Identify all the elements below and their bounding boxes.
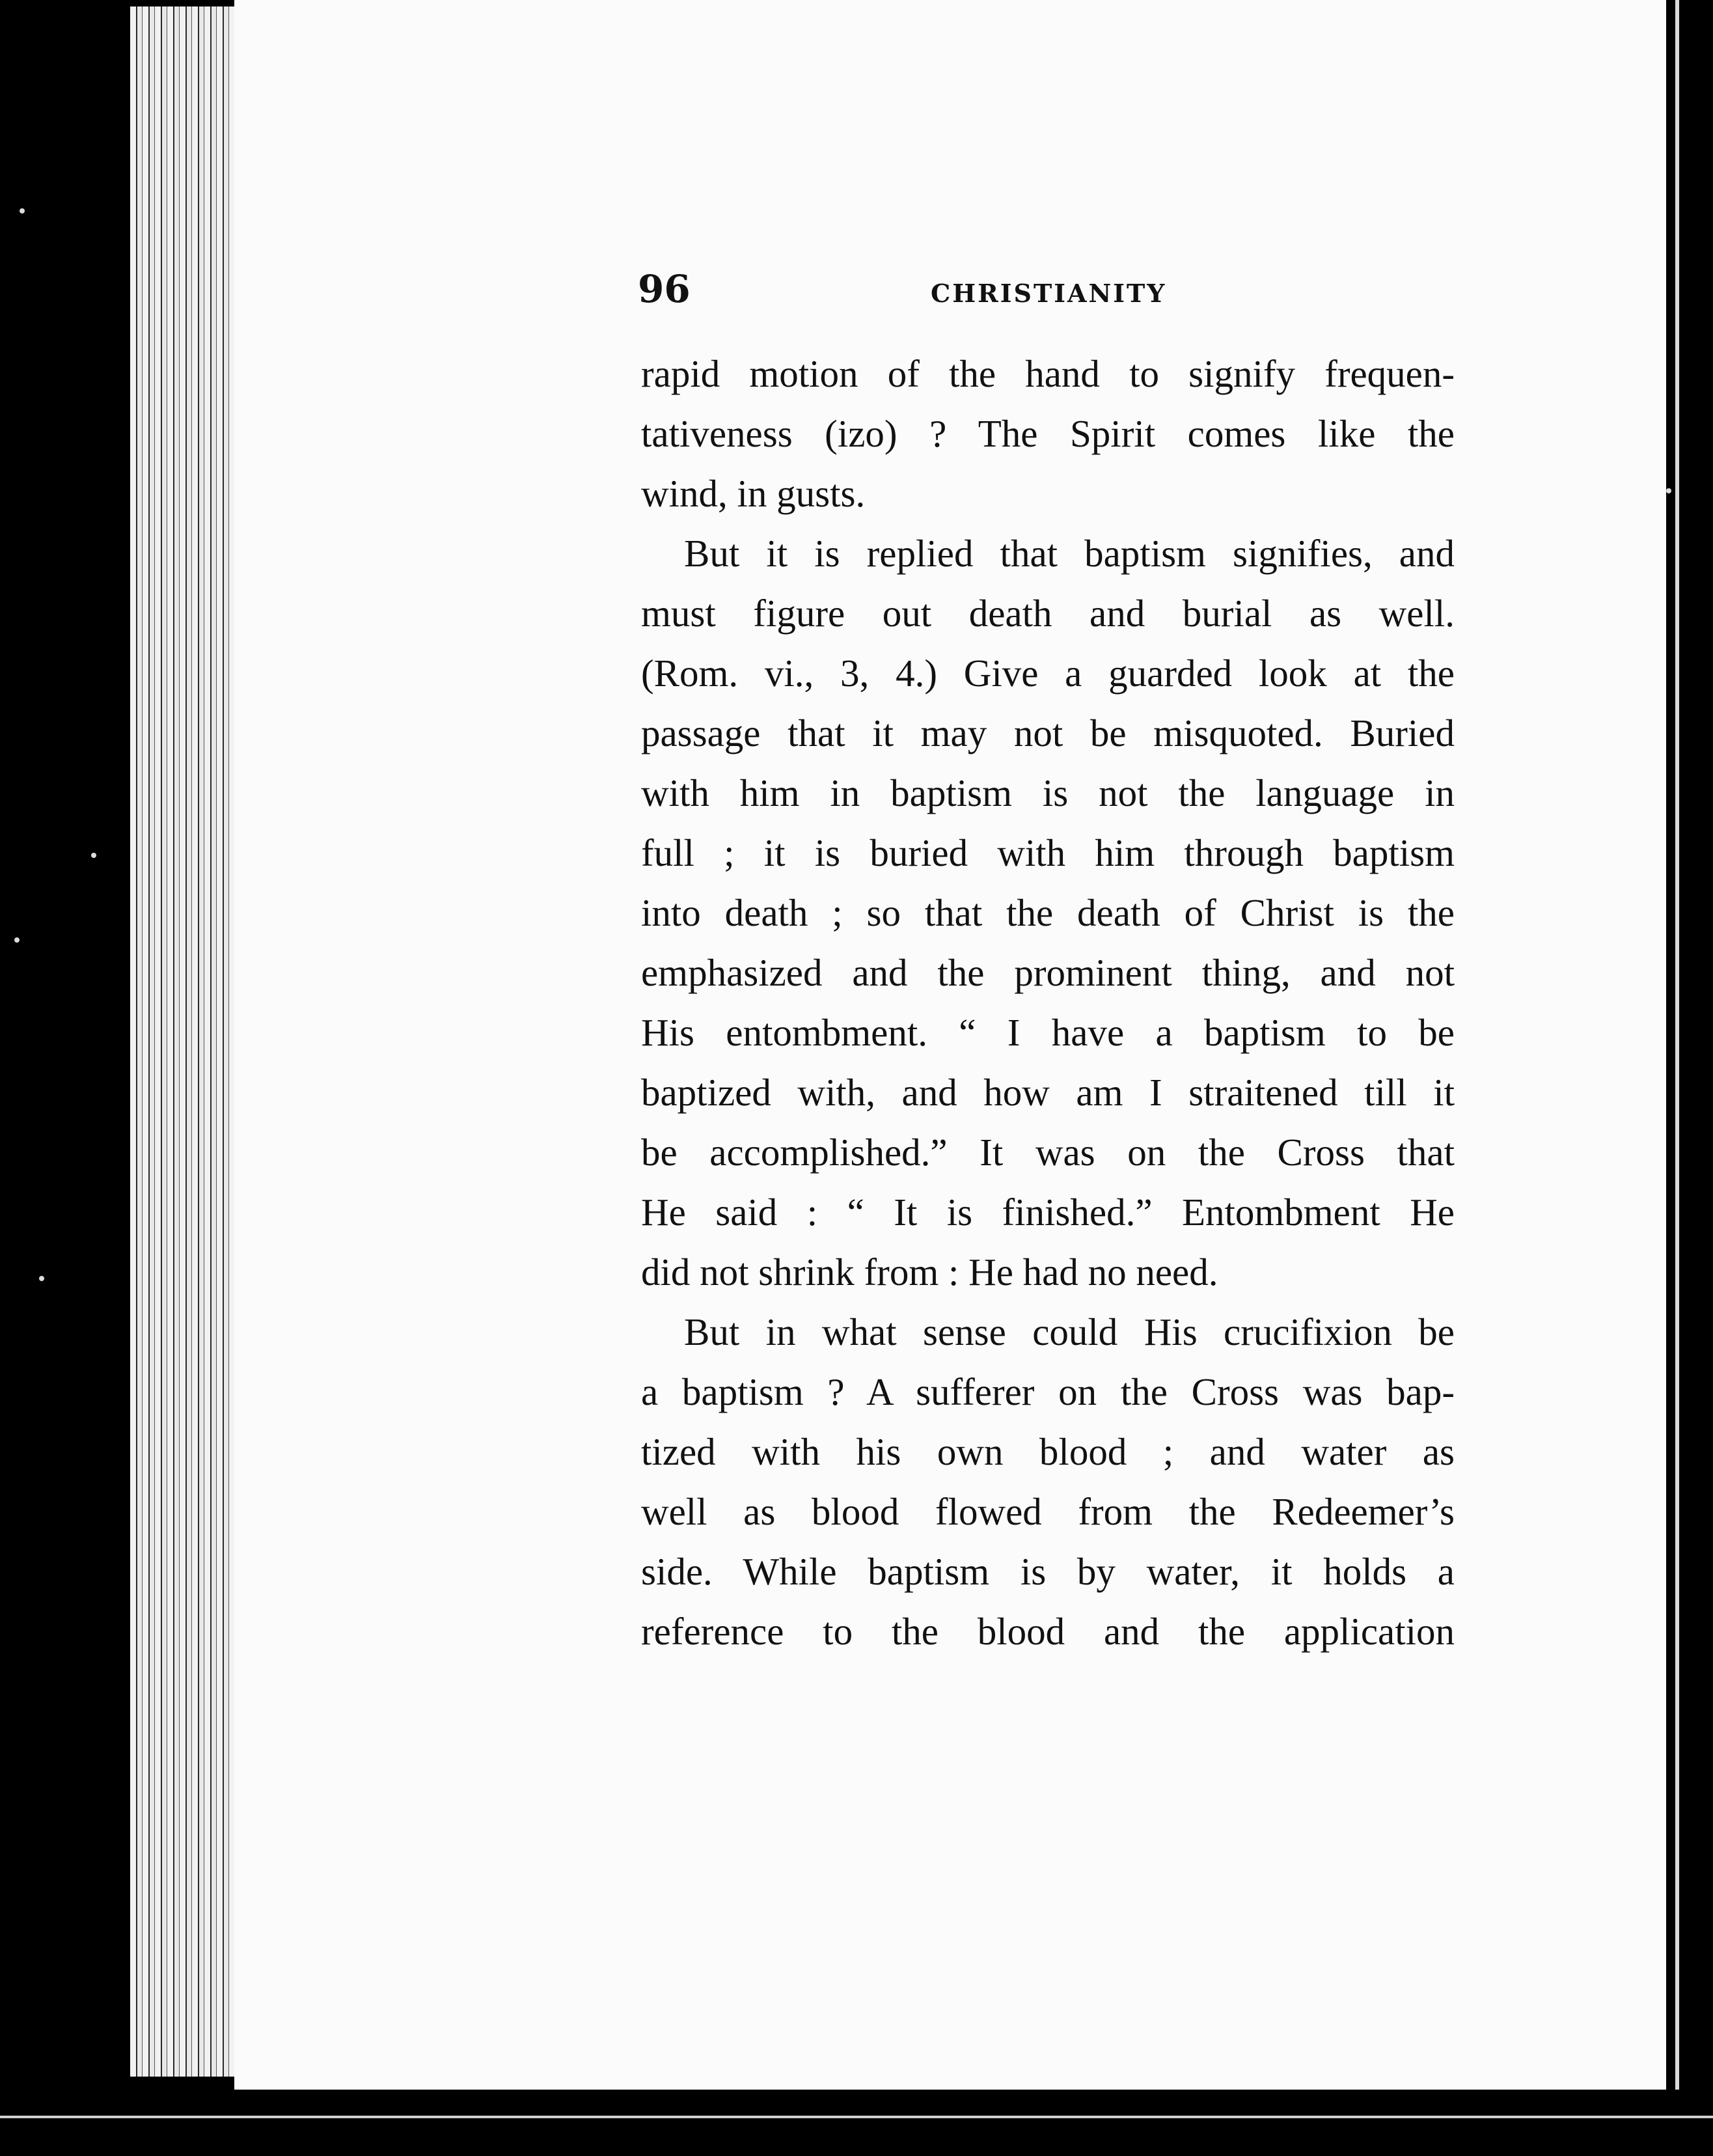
text-line: baptized with, and how am I straitened till it bbox=[641, 1071, 1455, 1114]
body-text bbox=[641, 344, 1455, 1661]
text-line: His entombment. “ I have a baptism to be bbox=[641, 1011, 1455, 1054]
running-head bbox=[638, 267, 1451, 312]
scan-speck bbox=[1666, 488, 1671, 493]
scan-speck bbox=[20, 208, 25, 214]
stacked-page-edges bbox=[130, 7, 247, 2077]
text-line: emphasized and the prominent thing, and not bbox=[641, 951, 1455, 994]
text-line: (Rom. vi., 3, 4.) Give a guarded look at the bbox=[641, 652, 1455, 695]
text-line: side. While baptism is by water, it holds a bbox=[641, 1550, 1455, 1593]
scan-speck bbox=[91, 853, 96, 858]
page-number: 96 bbox=[638, 267, 691, 311]
scan-speck bbox=[39, 1276, 44, 1281]
text-line: He said : “ It is finished.” Entombment He bbox=[641, 1191, 1455, 1234]
text-line: be accomplished.” It was on the Cross that bbox=[641, 1131, 1455, 1174]
text-line: passage that it may not be misquoted. Buried bbox=[641, 712, 1455, 754]
text-line: into death ; so that the death of Christ is the bbox=[641, 891, 1455, 934]
text-line: did not shrink from : He had no need. bbox=[641, 1251, 1218, 1293]
text-line: must figure out death and burial as well. bbox=[641, 592, 1455, 635]
text-line: tativeness (izo) ? The Spirit comes like the bbox=[641, 412, 1455, 455]
text-line: But it is replied that baptism signifies, and bbox=[684, 532, 1455, 575]
right-binding-edge bbox=[1666, 0, 1713, 2156]
text-line: rapid motion of the hand to signify frequen- bbox=[641, 352, 1455, 395]
text-line: a baptism ? A sufferer on the Cross was bap- bbox=[641, 1370, 1455, 1413]
text-line: tized with his own blood ; and water as bbox=[641, 1430, 1455, 1473]
scan-speck bbox=[14, 937, 20, 943]
text-line: full ; it is buried with him through baptism bbox=[641, 831, 1455, 874]
running-title: CHRISTIANITY bbox=[931, 279, 1167, 308]
text-line: reference to the blood and the application bbox=[641, 1610, 1455, 1653]
text-line: with him in baptism is not the language in bbox=[641, 771, 1455, 814]
bottom-dark-band bbox=[0, 2090, 1713, 2156]
text-line: well as blood flowed from the Redeemer’s bbox=[641, 1490, 1455, 1533]
text-line: wind, in gusts. bbox=[641, 472, 866, 515]
text-line: But in what sense could His crucifixion be bbox=[684, 1310, 1455, 1353]
